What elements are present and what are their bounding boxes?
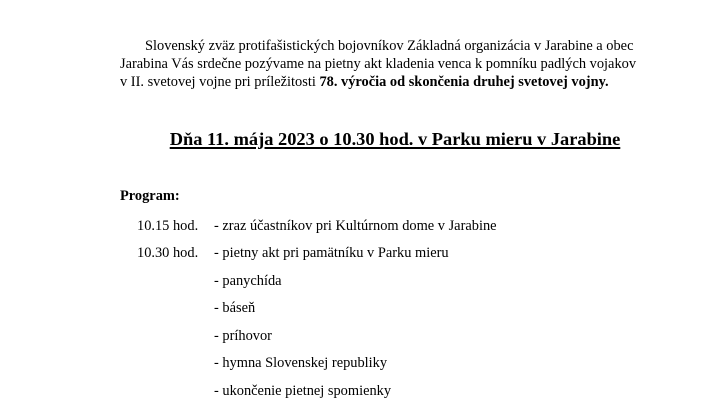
- program-item: - panychída: [214, 273, 282, 289]
- program-time: 10.15 hod.: [137, 218, 199, 234]
- program-item: - príhovor: [214, 328, 272, 344]
- intro-line-3: [120, 73, 640, 91]
- anniversary-emphasis: 78. výročia od skončenia druhej svetovej vojny.: [319, 74, 609, 90]
- program-item: - báseň: [214, 300, 256, 316]
- invitation-paragraph: [120, 37, 640, 91]
- program-item: - zraz účastníkov pri Kultúrnom dome v Jarabine: [214, 218, 497, 234]
- intro-line-2: Jarabina Vás srdečne pozývame na pietny akt kladenia venca k pomníku padlých vojakov: [120, 56, 637, 72]
- program-time: 10.30 hod.: [137, 245, 199, 261]
- program-item: - hymna Slovenskej republiky: [214, 355, 388, 371]
- program-item: - pietny akt pri pamätníku v Parku mieru: [214, 245, 449, 261]
- event-date-place: Dňa 11. mája 2023 o 10.30 hod. v Parku mieru v Jarabine: [169, 129, 621, 149]
- program-item: - ukončenie pietnej spomienky: [214, 383, 392, 399]
- intro-line-1: Slovenský zväz protifašistických bojovníkov Základná organizácia v Jarabine a obec: [145, 38, 634, 54]
- program-heading: Program:: [120, 188, 180, 204]
- intro-line-3-text: v II. svetovej vojne pri príležitosti: [120, 74, 320, 90]
